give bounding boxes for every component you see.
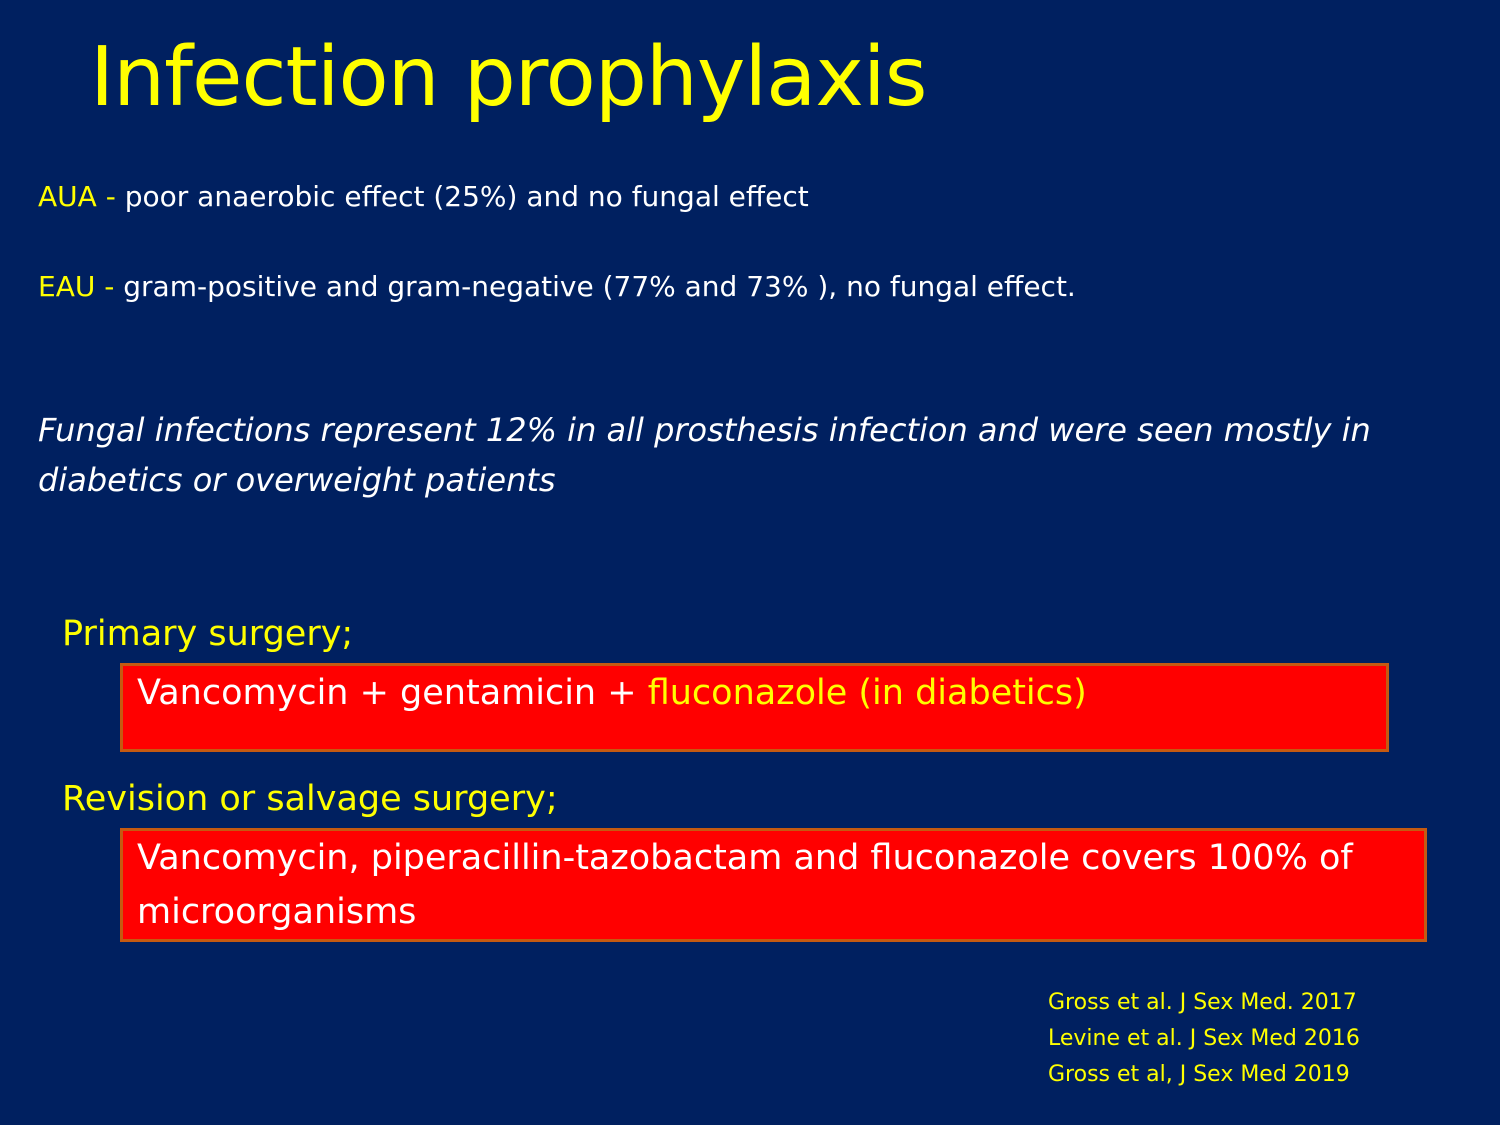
primary-regimen-box [120, 663, 1389, 752]
reference-item: Gross et al, J Sex Med 2019 [1048, 1062, 1350, 1087]
aua-text: poor anaerobic effect (25%) and no fungal effect [124, 180, 809, 213]
eau-guideline [38, 270, 1076, 303]
revision-regimen-text: Vancomycin, piperacillin-tazobactam and fluconazole covers 100% of microorganisms [137, 838, 1353, 932]
primary-regimen-main: Vancomycin + gentamicin + [137, 673, 648, 713]
primary-surgery-heading: Primary surgery; [62, 614, 354, 654]
eau-label: EAU [38, 270, 96, 303]
primary-regimen-highlight: fluconazole (in diabetics) [647, 673, 1087, 713]
references [1048, 985, 1360, 1093]
eau-text: gram-positive and gram-negative (77% and 73% ), no fungal effect. [123, 270, 1076, 303]
aua-label: AUA [38, 180, 97, 213]
eau-separator: - [104, 270, 115, 303]
fungal-note: Fungal infections represent 12% in all prosthesis infection and were seen mostly in diabetics or overweight patients [38, 411, 1371, 499]
revision-surgery-heading: Revision or salvage surgery; [62, 779, 558, 819]
aua-separator: - [105, 180, 116, 213]
aua-guideline [38, 180, 809, 213]
revision-regimen-box [120, 828, 1427, 942]
reference-item: Gross et al. J Sex Med. 2017 [1048, 990, 1357, 1015]
reference-item: Levine et al. J Sex Med 2016 [1048, 1026, 1360, 1051]
slide-title: Infection prophylaxis [90, 30, 927, 125]
